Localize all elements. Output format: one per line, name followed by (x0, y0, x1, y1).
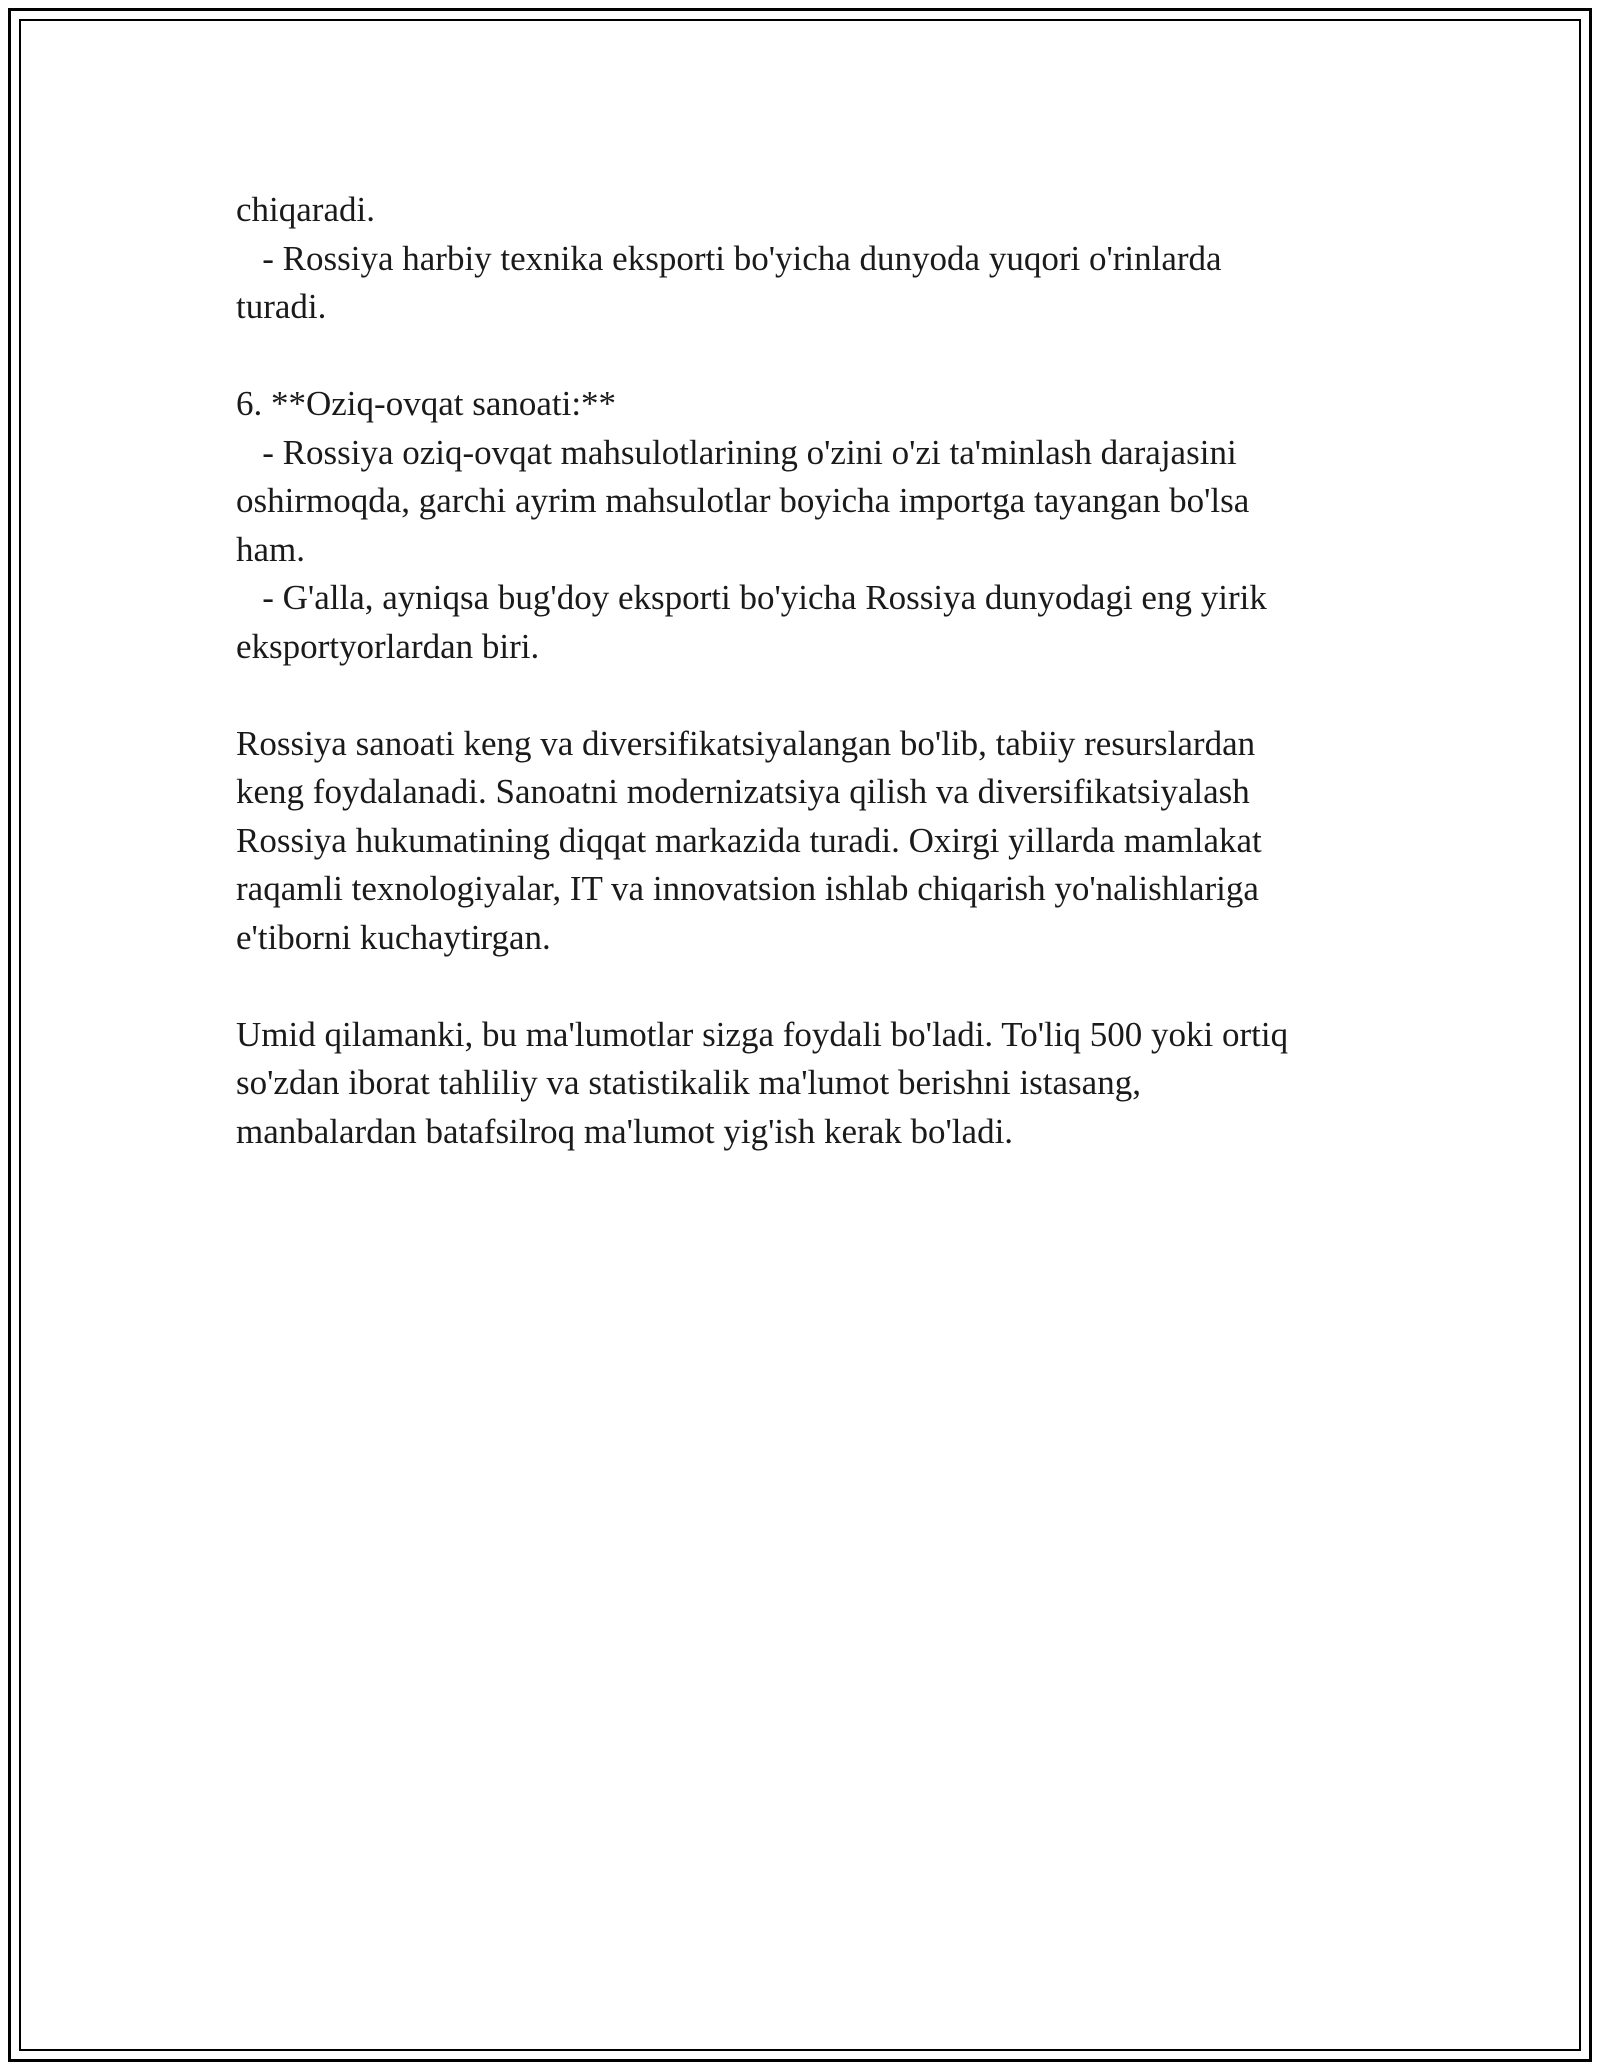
text-line: Umid qilamanki, bu ma'lumotlar sizga foydali bo'ladi. To'liq 500 yoki ortiq (236, 1014, 1289, 1054)
text-line: eksportyorlardan biri. (236, 626, 540, 666)
document-text (236, 186, 1356, 1156)
paragraph-gap (236, 962, 1356, 1011)
text-line: manbalardan batafsilroq ma'lumot yig'ish kerak bo'ladi. (236, 1111, 1014, 1151)
text-line: ham. (236, 529, 306, 569)
text-line: e'tiborni kuchaytirgan. (236, 917, 551, 957)
text-line: - G'alla, ayniqsa bug'doy eksporti bo'yicha Rossiya dunyodagi eng yirik (236, 578, 1267, 617)
paragraph-gap (236, 671, 1356, 720)
section-heading: 6. **Oziq-ovqat sanoati:** (236, 384, 617, 423)
text-line: keng foydalanadi. Sanoatni modernizatsiya qilish va diversifikatsiyalash (236, 772, 1250, 811)
text-line: - Rossiya harbiy texnika eksporti bo'yicha dunyoda yuqori o'rinlarda (236, 238, 1222, 278)
text-line: oshirmoqda, garchi ayrim mahsulotlar boyicha importga tayangan bo'lsa (236, 481, 1250, 520)
paragraph-gap (236, 332, 1356, 381)
text-line: Rossiya hukumatining diqqat markazida turadi. Oxirgi yillarda mamlakat (236, 820, 1262, 860)
text-line: raqamli texnologiyalar, IT va innovatsion ishlab chiqarish yo'nalishlariga (236, 869, 1259, 908)
text-line: turadi. (236, 287, 327, 326)
text-line: Rossiya sanoati keng va diversifikatsiyalangan bo'lib, tabiiy resurslardan (236, 723, 1256, 763)
text-line: so'zdan iborat tahliliy va statistikalik ma'lumot berishni istasang, (236, 1063, 1141, 1102)
text-line: chiqaradi. (236, 190, 375, 229)
text-line: - Rossiya oziq-ovqat mahsulotlarining o'zini o'zi ta'minlash darajasini (236, 432, 1237, 472)
